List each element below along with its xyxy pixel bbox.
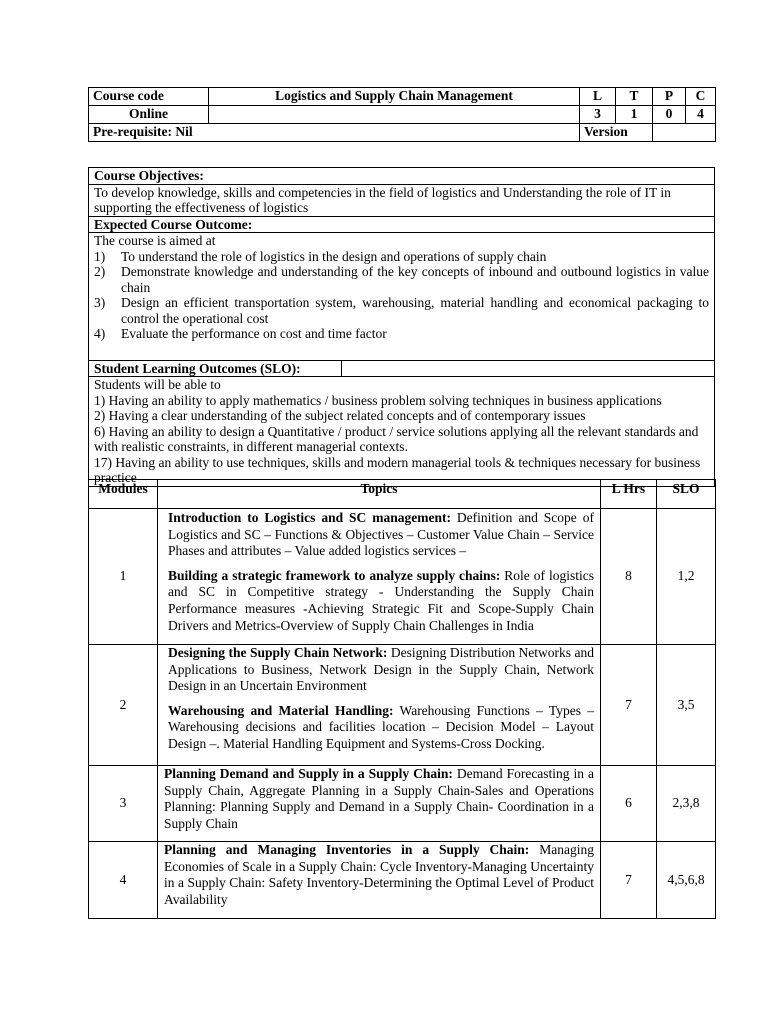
- empty-cell: [209, 106, 580, 124]
- slo-item: 17) Having an ability to use techniques, skills and modern managerial tools & techniques necessary for business practice: [94, 454, 701, 485]
- tutorial-label: T: [616, 88, 653, 106]
- modules-table: [88, 479, 716, 919]
- objectives-table: [88, 167, 715, 361]
- topic-title: Designing the Supply Chain Network:: [168, 645, 388, 660]
- module-topics: [158, 842, 601, 919]
- module-topics: [158, 645, 601, 766]
- modules-header: Modules: [89, 480, 158, 509]
- credits-value: 4: [686, 106, 716, 124]
- lecture-hours: 6: [601, 766, 657, 842]
- tutorial-value: 1: [616, 106, 653, 124]
- module-topics: [158, 509, 601, 645]
- outcome-item: 4) Evaluate the performance on cost and time factor: [94, 326, 387, 341]
- objectives-block: [88, 167, 715, 487]
- topic-body: Demand Forecasting in a Supply Chain, Aggregate Planning in a Supply Chain-Sales and Operations Planning: Planning Supply and Demand in a Supply Chain- Coordination in a Supply Chain: [164, 766, 594, 831]
- lecture-value: 3: [580, 106, 616, 124]
- topic-title: Planning and Managing Inventories in a Supply Chain:: [164, 842, 530, 857]
- topic-body: Role of logistics and SC in Competitive strategy - Understanding the Supply Chain Performance measures -Achieving Strategic Fit and Scope-Supply Chain Drivers and Metrics-Overview of Supply Chain Challenges in India: [168, 567, 594, 633]
- lecture-hours: 7: [601, 645, 657, 766]
- credits-label: C: [686, 88, 716, 106]
- slo-refs: 3,5: [657, 645, 716, 766]
- module-row: [89, 645, 716, 766]
- topic-body: Managing Economies of Scale in a Supply Chain: Cycle Inventory-Managing Uncertainty in a Supply Chain: Safety Inventory-Determining the Optimal Level of Product Availability: [164, 842, 594, 907]
- version-value: [653, 124, 716, 142]
- objectives-text: To develop knowledge, skills and competencies in the field of logistics and Understanding the role of IT in supporting the effectiveness of logistics: [89, 184, 715, 216]
- slo-heading-row: [88, 361, 715, 378]
- topic-title: Introduction to Logistics and SC management:: [168, 510, 451, 525]
- slo-list: [89, 377, 715, 486]
- module-row: [89, 842, 716, 919]
- module-number: 4: [89, 842, 158, 919]
- topic-body: Definition and Scope of Logistics and SC – Functions & Objectives – Customer Value Chain – Service Phases and attributes – Value added logistics services –: [168, 510, 594, 559]
- topics-header: Topics: [158, 480, 601, 509]
- module-number: 3: [89, 766, 158, 842]
- practical-label: P: [653, 88, 686, 106]
- slo-item: 1) Having an ability to apply mathematics / business problem solving techniques in business applications: [94, 392, 662, 408]
- slo-refs: 2,3,8: [657, 766, 716, 842]
- topic-body: Designing Distribution Networks and Applications to Business, Network Design in the Supply Chain, Network Design in an Uncertain Environment: [168, 645, 594, 694]
- lhrs-header: L Hrs: [601, 480, 657, 509]
- outcomes-heading: Expected Course Outcome:: [89, 216, 715, 233]
- topic-title: Warehousing and Material Handling:: [168, 702, 394, 718]
- course-mode: Online: [89, 106, 209, 124]
- slo-item: 2) Having a clear understanding of the subject related concepts and of contemporary issues: [94, 408, 586, 423]
- lecture-hours: 7: [601, 842, 657, 919]
- course-title: Logistics and Supply Chain Management: [209, 88, 580, 106]
- slo-heading: Student Learning Outcomes (SLO):: [89, 361, 342, 377]
- topic-title: Building a strategic framework to analyze supply chains:: [168, 567, 501, 583]
- slo-refs: 4,5,6,8: [657, 842, 716, 919]
- module-topics: [158, 766, 601, 842]
- topic-title: Planning Demand and Supply in a Supply Chain:: [164, 766, 453, 781]
- outcome-item: 1) To understand the role of logistics in the design and operations of supply chain: [94, 248, 547, 264]
- version-label: Version: [580, 124, 653, 142]
- objectives-heading: Course Objectives:: [89, 168, 715, 185]
- slo-item: 6) Having an ability to design a Quantitative / product / service solutions applying all the relevant standards and with realistic constraints, in different managerial contexts.: [94, 423, 699, 454]
- outcomes-list: [89, 233, 715, 361]
- lecture-hours: 8: [601, 509, 657, 645]
- slo-intro: Students will be able to: [94, 377, 221, 392]
- outcomes-intro: The course is aimed at: [94, 233, 216, 248]
- slo-table: [88, 377, 715, 487]
- course-header-table: [88, 87, 716, 142]
- module-row: [89, 509, 716, 645]
- module-number: 1: [89, 509, 158, 645]
- module-number: 2: [89, 645, 158, 766]
- outcome-item: 3) Design an efficient transportation system, warehousing, material handling and economical packaging to control the operational cost: [94, 295, 709, 326]
- course-code-label: Course code: [89, 88, 209, 106]
- module-row: [89, 766, 716, 842]
- lecture-label: L: [580, 88, 616, 106]
- prerequisite: Pre-requisite: Nil: [89, 124, 580, 142]
- topic-body: Warehousing Functions – Types – Warehousing decisions and facilities location – Decision Model – Layout Design –. Material Handling Equipment and Systems-Cross Docking.: [168, 702, 594, 751]
- outcome-item: 2) Demonstrate knowledge and understanding of the key concepts of inbound and outbound logistics in value chain: [94, 264, 709, 295]
- practical-value: 0: [653, 106, 686, 124]
- slo-header: SLO: [657, 480, 716, 509]
- slo-refs: 1,2: [657, 509, 716, 645]
